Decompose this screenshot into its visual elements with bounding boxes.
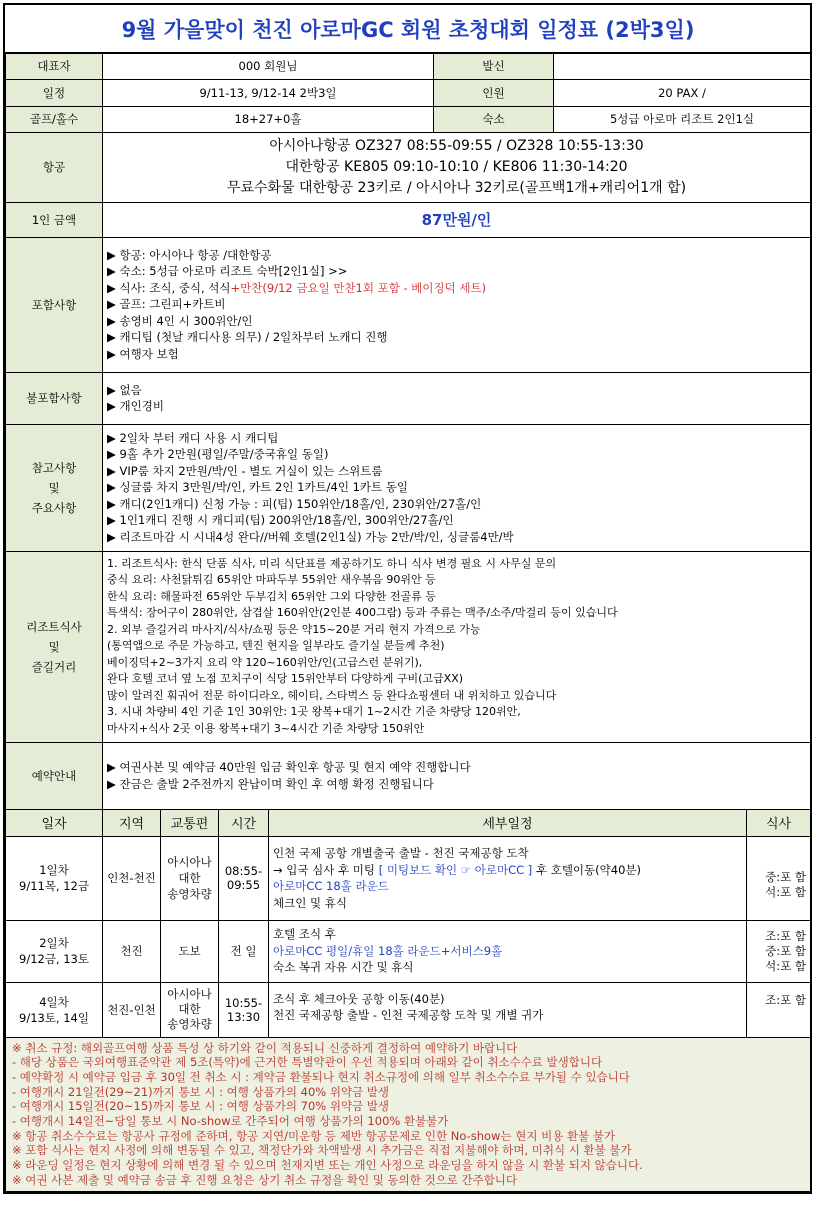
list-item: 많이 알려진 훠궈어 전문 하이디라오, 헤이티, 스타벅스 등 완다쇼핑센터 내 위치하고 있습니다 (107, 688, 557, 702)
meal-cell: 조:포 함 중:포 함 석:포 함 (747, 920, 811, 982)
flight-info (103, 132, 811, 202)
region-cell: 인천-천진 (103, 836, 161, 920)
time-cell: 08:55- 09:55 (219, 836, 269, 920)
list-item: ▶ 캐디팁 (첫날 캐디사용 의무) / 2일차부터 노캐디 진행 (107, 330, 388, 345)
booking-label: 예약안내 (6, 742, 103, 809)
list-item: ▶ VIP룸 차지 2만원/박/인 - 별도 거실이 있는 스위트룸 (107, 463, 383, 478)
people-value: 20 PAX / (554, 79, 811, 106)
rep-value: 000 회원님 (103, 53, 434, 79)
list-item: ▶ 골프: 그린피+카트비 (107, 297, 226, 312)
list-item: ▶ 여권사본 및 예약금 40만원 입금 확인후 항공 및 현지 예약 진행합니다 (107, 760, 471, 774)
note-line: - 여행개시 15일전(20~15)까지 통보 시 : 여행 상품가의 70% 위약금 발생 (12, 1099, 390, 1114)
list-item: ▶ 숙소: 5성급 아로마 리조트 숙박[2인1실] >> (107, 264, 348, 279)
col-header: 식사 (747, 809, 811, 836)
reference-list (103, 424, 811, 551)
meal-cell: 중:포 함 석:포 함 (747, 836, 811, 920)
note-line: - 여행개시 14일전~당일 통보 시 No-show로 간주되어 여행 상품가의 100% 환불불가 (12, 1114, 449, 1129)
note-line: - 여행개시 21일전(29~21)까지 통보 시 : 여행 상품가의 40% 위약금 발생 (12, 1084, 390, 1099)
list-item: 2. 외부 즐길거리 마사지/식사/쇼핑 등은 약15~20분 거리 현지 가격으로 가능 (107, 622, 481, 636)
rep-label: 대표자 (6, 53, 103, 79)
sender-value (554, 53, 811, 79)
list-item: ▶ 1인1캐디 진행 시 캐디피(팁) 200위안/18홀/인, 300위안/27홀/인 (107, 513, 454, 528)
list-item: ▶ 9홀 추가 2만원(평일/주말/중국휴일 동일) (107, 447, 329, 462)
list-item: 한식 요리: 해물파전 65위안 두부김치 65위안 그외 다양한 전골류 등 (107, 589, 436, 603)
reference-label: 참고사항 및 주요사항 (6, 424, 103, 551)
day-cell: 4일차 9/13토, 14일 (6, 982, 103, 1037)
note-line: - 예약확정 시 예약금 입금 후 30일 전 취소 시 : 계약금 환불되나 현지 취소규정에 의해 일부 취소수수료 부가될 수 있습니다 (12, 1069, 630, 1084)
cancellation-notes (6, 1037, 811, 1191)
list-item: 마사지+식사 2곳 이용 왕복+대기 3~4시간 기준 차량당 150위안 (107, 721, 425, 735)
date-label: 일정 (6, 79, 103, 106)
transport-cell: 아시아나 대한 송영차량 (161, 836, 219, 920)
day-cell: 1일차 9/11목, 12금 (6, 836, 103, 920)
list-item: ▶ 리조트마감 시 시내4성 완다//버웨 호텔(2인1실) 가능 2만/박/인, 싱글룸4만/박 (107, 529, 514, 544)
day-cell: 2일차 9/12금, 13토 (6, 920, 103, 982)
golf-value: 18+27+0홀 (103, 106, 434, 132)
booking-list (103, 742, 811, 809)
note-line: ※ 여권 사본 제출 및 예약금 송금 후 진행 요청은 상기 취소 규정을 확인 및 동의한 것으로 간주합니다 (12, 1172, 518, 1187)
list-item: 3. 시내 차량비 4인 기준 1인 30위안: 1곳 왕복+대기 1~2시간 기준 차량당 120위안, (107, 705, 521, 719)
note-line: ※ 포함 식사는 현지 사정에 의해 변동될 수 있고, 책정단가와 차액발생 시 추가금은 직접 지불해야 하며, 미취식 시 환불 불가 (12, 1143, 632, 1158)
hotel-label: 숙소 (434, 106, 554, 132)
flight-line: 무료수화물 대한항공 23키로 / 아시아나 32키로(골프백1개+캐리어1개 합) (226, 179, 687, 196)
list-item: 중식 요리: 사천닭튀김 65위안 마파두부 55위안 새우볶음 90위안 등 (107, 573, 436, 587)
flight-line: 아시아나항공 OZ327 08:55-09:55 / OZ328 10:55-13:30 (269, 137, 644, 154)
date-value: 9/11-13, 9/12-14 2박3일 (103, 79, 434, 106)
resort-label: 리조트식사 및 즐길거리 (6, 551, 103, 742)
col-header: 교통편 (161, 809, 219, 836)
transport-cell: 아시아나 대한 송영차량 (161, 982, 219, 1037)
meal-cell: 조:포 함 (747, 982, 811, 1037)
time-cell: 전 일 (219, 920, 269, 982)
page-title: 9월 가을맞이 천진 아로마GC 회원 초청대회 일정표 (2박3일) (6, 5, 811, 53)
table-row (6, 982, 811, 1037)
table-row (6, 836, 811, 920)
col-header: 시간 (219, 809, 269, 836)
details-cell: 조식 후 체크아웃 공항 이동(40분) 천진 국제공항 출발 - 인천 국제공항 도착 및 개별 귀가 (269, 982, 747, 1037)
sender-label: 발신 (434, 53, 554, 79)
note-line: ※ 항공 취소수수료는 항공사 규정에 준하며, 항공 지연/미운항 등 제반 항공문제로 인한 No-show는 현지 비용 환불 불가 (12, 1128, 616, 1143)
note-line: ※ 라운딩 일정은 현지 상황에 의해 변경 될 수 있으며 천재지변 또는 개인 사정으로 라운딩을 하지 않을 시 환불 되지 않습니다. (12, 1158, 643, 1173)
table-row (6, 920, 811, 982)
details-cell: 호텔 조식 후 아로마CC 평일/휴일 18홀 라운드+서비스9홀 숙소 복귀 자유 시간 및 휴식 (269, 920, 747, 982)
list-item: ▶ 없음 (107, 382, 142, 397)
dinner-note: +만찬(9/12 금요일 만찬1회 포함 - 베이징덕 세트) (230, 280, 487, 295)
included-label: 포함사항 (6, 237, 103, 372)
excluded-label: 불포함사항 (6, 372, 103, 424)
price-value: 87만원/인 (103, 202, 811, 237)
itinerary-table (5, 5, 811, 1192)
hotel-value: 5성급 아로마 리조트 2인1실 (554, 106, 811, 132)
time-cell: 10:55- 13:30 (219, 982, 269, 1037)
list-item: 완다 호텔 코너 옆 노점 꼬치구이 식당 15위안부터 다양하게 구비(고급XX) (107, 672, 464, 686)
note-line: - 해당 상품은 국외여행표준약관 제 5조(특약)에 근거한 특별약관이 우선 적용되며 아래와 같이 취소수수료 발생합니다 (12, 1055, 603, 1070)
details-cell: 인천 국제 공항 개별출국 출발 - 천진 국제공항 도착 → 입국 심사 후 미팅 [ 미팅보드 확인 ☞ 아로마CC ] 후 호텔이동(약40분) 아로마CC 18홀 라운드 체크인 및 휴식 (269, 836, 747, 920)
region-cell: 천진-인천 (103, 982, 161, 1037)
list-item: 1. 리조트식사: 한식 단품 식사, 미리 식단표를 제공하기도 하니 식사 변경 필요 시 사무실 문의 (107, 556, 557, 570)
resort-list (103, 551, 811, 742)
golf-label: 골프/홀수 (6, 106, 103, 132)
col-header: 지역 (103, 809, 161, 836)
list-item: ▶ 개인경비 (107, 399, 164, 413)
itinerary-sheet (3, 3, 812, 1194)
flight-line: 대한항공 KE805 09:10-10:10 / KE806 11:30-14:20 (285, 158, 628, 175)
col-header: 일자 (6, 809, 103, 836)
list-item: 베이징덕+2~3가지 요리 약 120~160위안/인(고급스런 분위기), (107, 655, 423, 669)
excluded-list (103, 372, 811, 424)
flight-label: 항공 (6, 132, 103, 202)
col-header: 세부일정 (269, 809, 747, 836)
list-item: ▶ 캐디(2인1캐디) 신청 가능 : 피(팁) 150위안/18홀/인, 230위안/27홀/인 (107, 496, 482, 511)
list-item: ▶ 항공: 아시아나 항공 /대한항공 (107, 247, 272, 262)
list-item: ▶ 여행자 보험 (107, 346, 179, 361)
list-item: ▶ 송영비 4인 시 300위안/인 (107, 313, 253, 328)
list-item: ▶ 싱글룸 차지 3만원/박/인, 카트 2인 1카트/4인 1카트 동일 (107, 480, 409, 495)
list-item: 특색식: 장어구이 280위안, 삼겹살 160위안(2인분 400그람) 등과 주류는 맥주/소주/막걸리 등이 있습니다 (107, 606, 618, 620)
list-item: ▶ 2일차 부터 캐디 사용 시 캐디팁 (107, 430, 279, 445)
note-line: ※ 취소 규정: 해외골프여행 상품 특성 상 하기와 같이 적용되니 신중하게 결정하여 예약하기 바랍니다 (12, 1040, 518, 1055)
schedule-header (6, 809, 811, 836)
list-item: ▶ 식사: 조식, 중식, 석식+만찬(9/12 금요일 만찬1회 포함 - 베이징덕 세트) (107, 280, 487, 295)
transport-cell: 도보 (161, 920, 219, 982)
people-label: 인원 (434, 79, 554, 106)
list-item: (통역앱으로 주문 가능하고, 텐진 현지을 일부라도 즐기실 분들께 추천) (107, 639, 445, 653)
region-cell: 천진 (103, 920, 161, 982)
list-item: ▶ 잔금은 출발 2주전까지 완납이며 확인 후 여행 확정 진행됩니다 (107, 776, 434, 791)
included-list (103, 237, 811, 372)
price-label: 1인 금액 (6, 202, 103, 237)
